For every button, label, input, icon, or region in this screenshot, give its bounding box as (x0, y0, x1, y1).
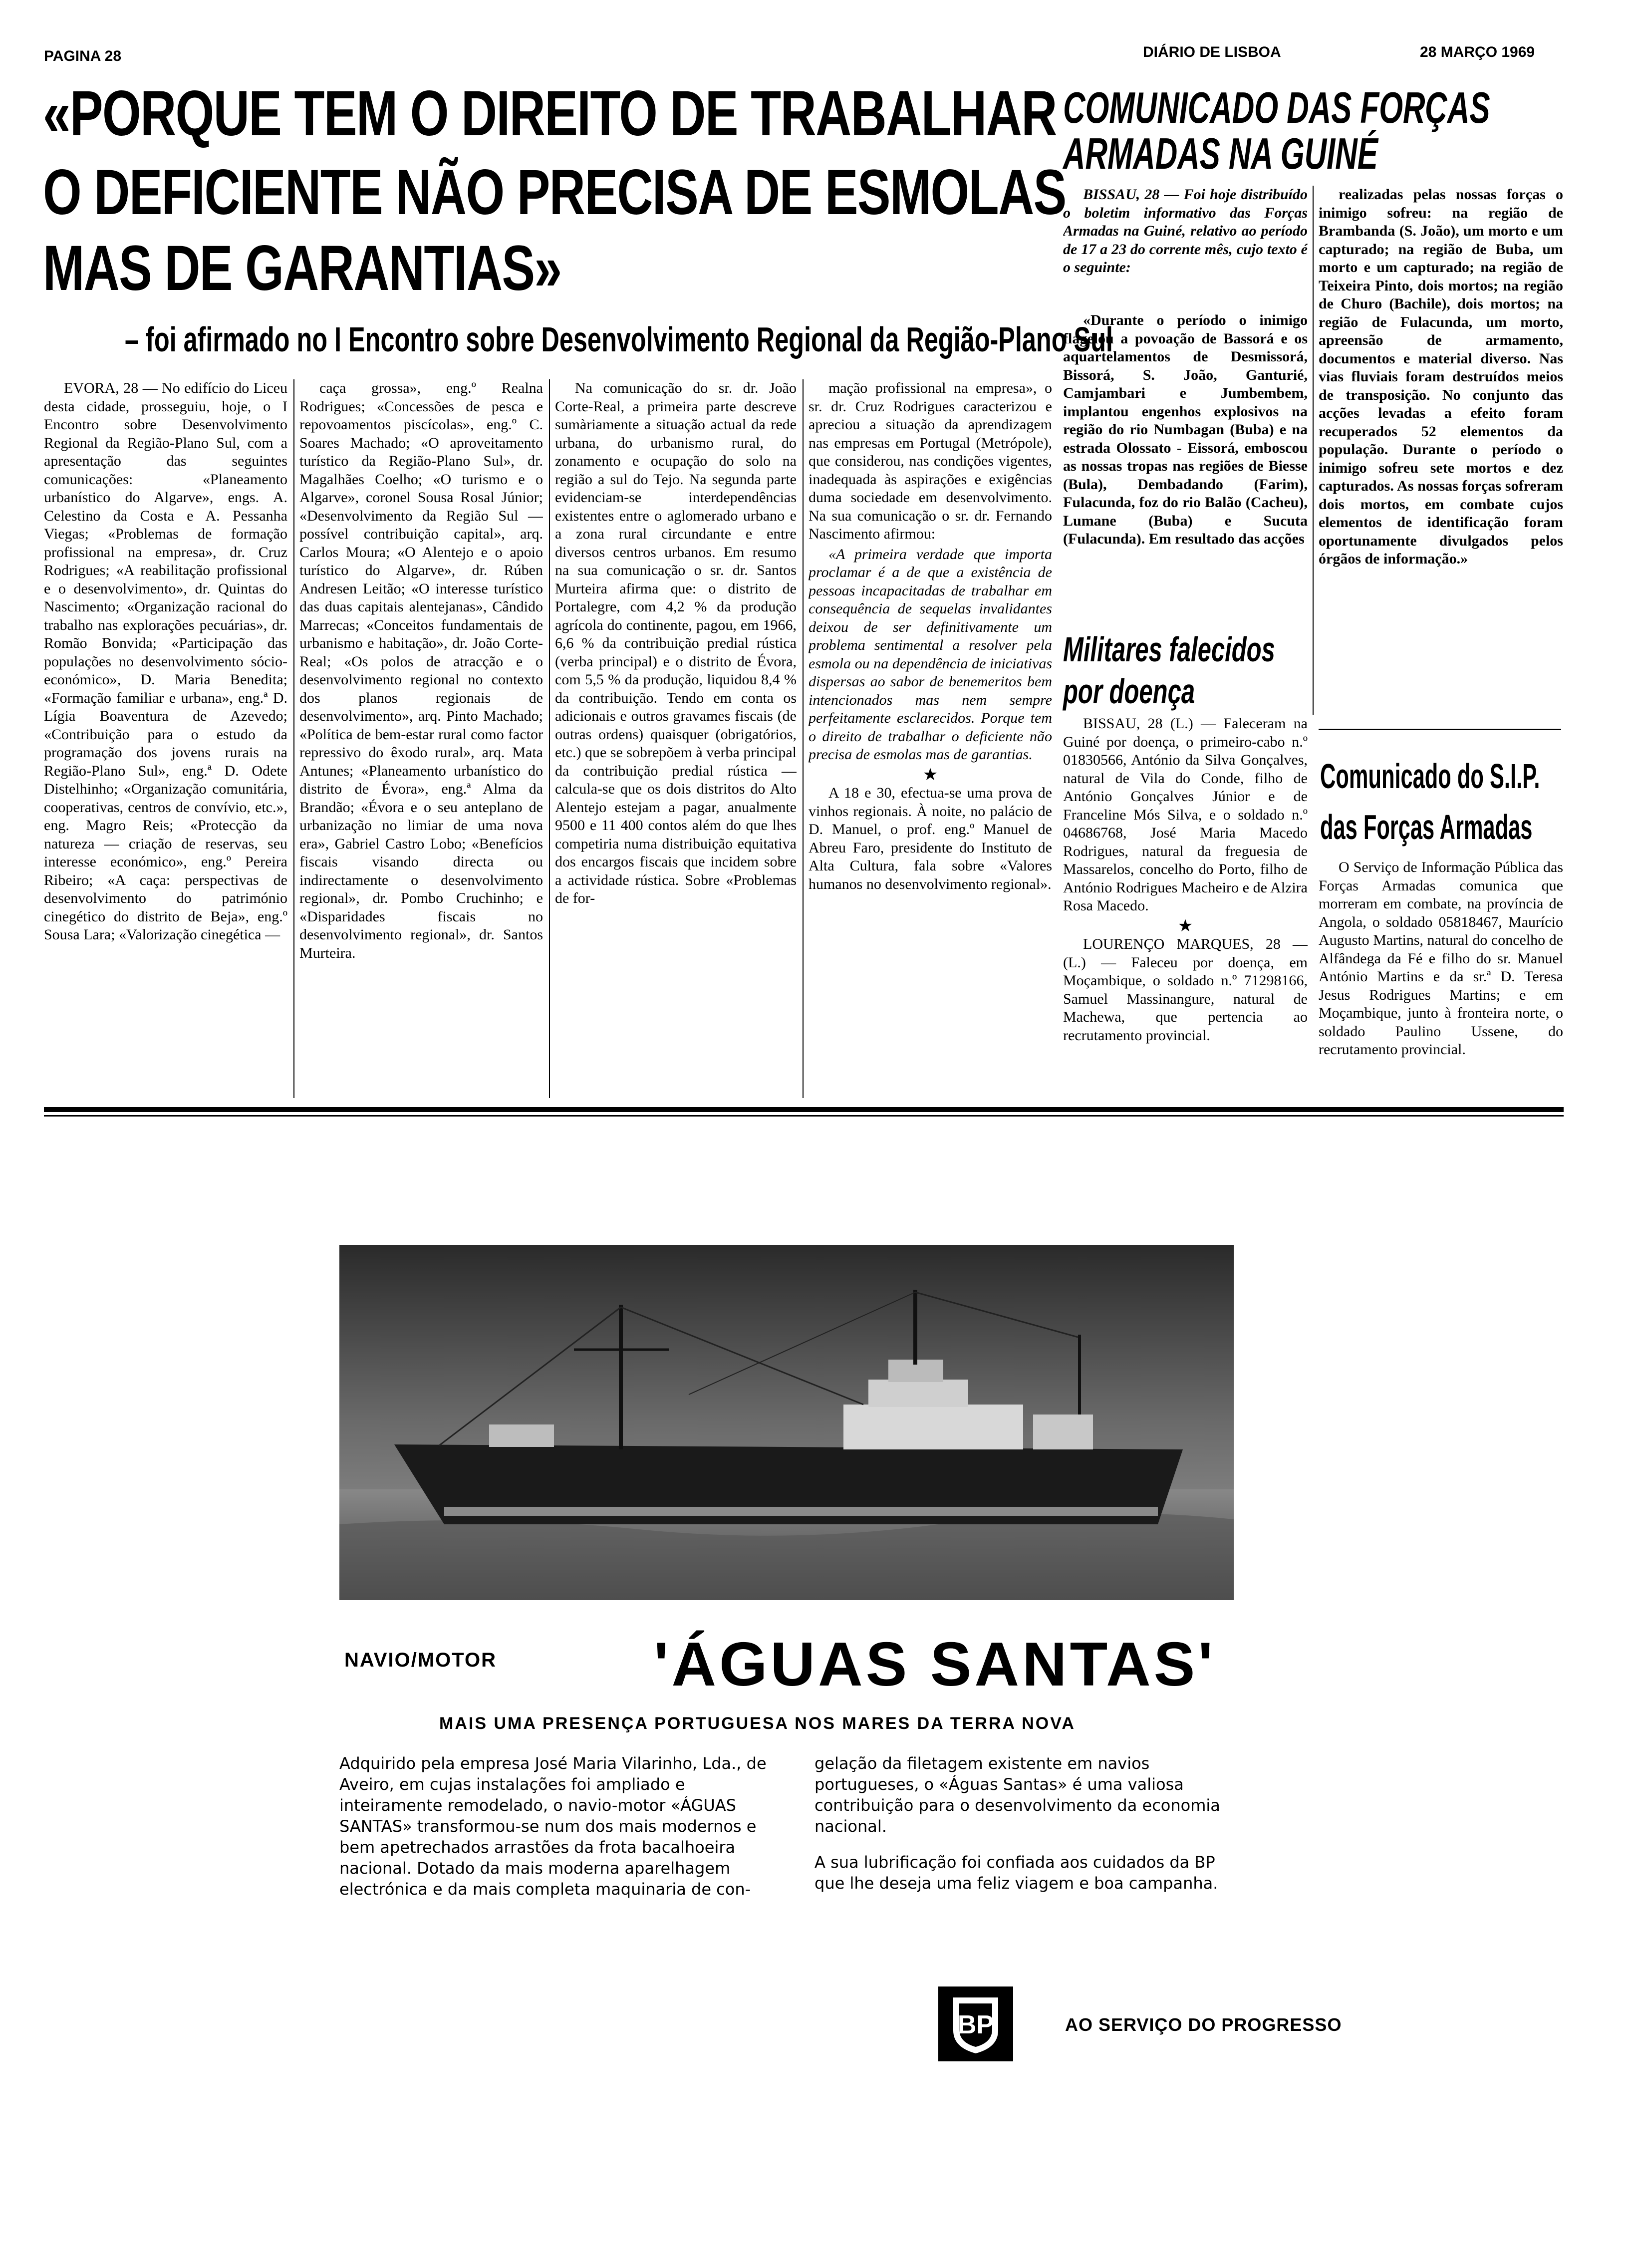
ad-vessel-name: 'ÁGUAS SANTAS' (654, 1630, 1216, 1699)
ship-illustration (339, 1245, 1234, 1600)
article-column-1 (44, 379, 287, 1098)
sip-title-line-2: das Forças Armadas (1320, 808, 1533, 847)
star-separator: ★ (1177, 916, 1193, 935)
sip-title-line-1: Comunicado do S.I.P. (1320, 757, 1540, 796)
guine-intro-text: BISSAU, 28 — Foi hoje distribuído o boletim informativo das Forças Armadas na Guiné, relativo ao período de 17 a 23 do corrente mês, cujo texto é o seguinte: (1063, 186, 1308, 276)
article-column-2 (299, 379, 543, 1098)
page-rule-thin (44, 1115, 1564, 1117)
star-separator: ★ (922, 765, 938, 784)
column-divider (803, 379, 804, 1098)
subheadline: – foi afirmado no I Encontro sobre Desenvolvimento Regional da Região-Plano Sul (125, 320, 1113, 359)
guine-intro (1063, 186, 1308, 310)
article-paragraph: caça grossa», eng.º Realna Rodrigues; «Concessões de pesca e repovoamentos piscícolas», eng.º C. Soares Machado; «O aproveitamento turístico da Região-Plano Sul», dr. Magalhães Coelho; «O turismo e o Algarve», coronel Sousa Rosal Júnior; «Desenvolvimento da Região Sul — possível contribuição capital», arq. Carlos Moura; «O Alentejo e o apoio turístico do Algarve», dr. Rúben Andresen Leitão; «O interesse turístico das duas capitais alentejanas», Cândido Marrecas; «Conceitos fundamentais de urbanismo e habitação», dr. João Corte-Real; «Os polos de atracção e o desenvolvimento regional no contexto dos planos regionais de desenvolvimento», arq. Pinto Machado; «Política de bem-estar rural como factor repressivo do êxodo rural», arq. Mata Antunes; «Planeamento urbanístico do distrito de Évora», eng.ª Alma da Brandão; «Évora e o seu anteplano de urbanização no limiar de uma nova era», Gabriel Castro Lobo; «Benefícios fiscais visando directa ou indirectamente o desenvolvimento regional», dr. Pombo Cruchinho; e «Disparidades fiscais no desenvolvimento regional», dr. Santos Murteira. (299, 380, 543, 961)
sip-paragraph: O Serviço de Informação Pública das Forças Armadas comunica que morreram em combate, na província de Angola, o soldado 05818467, Maurício Augusto Martins, natural do concelho de Alfândega da Fé e filho do sr. Manuel António Martins e da sr.ª D. Teresa Jesus Rodrigues Martins; e em Moçambique, junto à fronteira norte, o soldado Paulino Ussene, do recrutamento provincial. (1319, 859, 1563, 1058)
article-paragraph: EVORA, 28 — No edifício do Liceu desta cidade, prosseguiu, hoje, o I Encontro sobre Desenvolvimento Regional da Região-Plano Sul, com a apresentação das seguintes comunicações: «Planeamento urbanístico do Algarve», engs. A. Celestino da Costa e A. Pessanha Viegas; «Problemas de formação profissional na empresa», dr. Cruz Rodrigues; «A reabilitação profissional e o desenvolvimento», dr. Quintas do Nascimento; «Organização racional do trabalho nas explorações pecuárias», dr. Romão Bonvida; «Participação das populações no desenvolvimento sócio-económico», D. Maria Benedita; «Formação familiar e urbana», eng.ª D. Lígia Boaventura de Azevedo; «Contribuição para o estudo da programação dos jovens rurais na Região-Plano Sul», eng.ª D. Odete Distelhinho; «Organização comunitária, cooperativas, centros de convívio, etc.», eng. Magro Reis; «Protecção da natureza — criação de reservas, seu interesse económico», eng.º Pereira Ribeiro; «A caça: perspectivas de desenvolvimento do património cinegético do distrito de Beja», eng.º Sousa Lara; «Valorização cinegética — (44, 380, 287, 943)
bp-logo (938, 1986, 1013, 2061)
headline-line-1: «PORQUE TEM O DIREITO DE TRABALHAR (43, 78, 1057, 149)
guine-paragraph: «Durante o período o inimigo flagelou a povoação de Bassorá e os aquartelamentos de Desmissorá, Bissorá, S. João, Ganturié, Camjambari e Jumbembem, implantou engenhos explosivos na região do rio Numbagan (Buba) e na estrada Olossato - Eissorá, emboscou as nossas tropas nas regiões de Biesse (Bula), Dembadando (Farim), Fulacunda, foz do rio Balão (Cacheu), Lumane (Buba) e Sucuta (Fulacunda). Em resultado das acções (1063, 312, 1308, 547)
article-paragraph: A 18 e 30, efectua-se uma prova de vinhos regionais. À noite, no palácio de D. Manuel, o prof. eng.º Manuel de Abreu Faro, presidente do Instituto de Alta Cultura, fala sobre «Valores humanos no desenvolvimento regional». (809, 785, 1052, 892)
bp-logo-text: BP (957, 2010, 994, 2039)
guine-title-line-2: ARMADAS NA GUINÉ (1063, 129, 1378, 178)
newspaper-name: DIÁRIO DE LISBOA (1143, 44, 1281, 60)
article-column-4 (809, 379, 1052, 1098)
article-paragraph: Na comunicação do sr. dr. João Corte-Real, a primeira parte descreve sumàriamente a situação actual da rede urbana, do urbanismo rural, do zonamento e ocupação do solo na região a sul do Tejo. Na segunda parte evidenciam-se interdependências existentes entre o aglomerado urbano e a zona rural circundante e entre diversos centros urbanos. Em resumo na sua comunicação o sr. dr. Santos Murteira afirma que: o distrito de Portalegre, com 4,2 % da produção agrícola do continente, pagou, em 1966, 6,6 % da contribuição predial rústica (verba principal) e o distrito de Évora, com 5,5 % da produção, liquidou 8,4 % da contribuição. Tendo em conta os adicionais e outros gravames fiscais (de outras ordens) quaisquer (obrigatórios, etc.) que se sobrepõem à verba principal da contribuição predial rústica — calcula-se que os dois distritos do Alto Alentejo estejam a pagar, anualmente 9500 e 11 400 contos além do que lhes competiria numa distribuição equitativa dos encargos fiscais que incidem sobre a actividade rústica. Sobre «Problemas de for- (555, 380, 797, 906)
militares-column (1063, 715, 1308, 1098)
bp-shield-icon (938, 1986, 1013, 2061)
guine-column-2 (1319, 186, 1563, 715)
article-paragraph: mação profissional na empresa», o sr. dr. Cruz Rodrigues caracterizou e apreciou a situação da aprendizagem nas empresas em Portugal (Metrópole), que considerou, nas condições vigentes, inadequada às aspirações e exigências duma sociedade em desenvolvimento. Na sua comunicação o sr. dr. Fernando Nascimento afirmou: (809, 380, 1052, 542)
ad-text-left (339, 1753, 779, 1915)
headline-line-3: MAS DE GARANTIAS» (43, 233, 561, 304)
section-rule (1319, 729, 1561, 730)
headline-line-2: O DEFICIENTE NÃO PRECISA DE ESMOLAS (43, 157, 1066, 228)
column-divider (549, 379, 550, 1098)
militares-paragraph: BISSAU, 28 (L.) — Faleceram na Guiné por doença, o primeiro-cabo n.º 01830566, António da Silva Gonçalves, natural de Vila do Conde, filho de António Gonçalves Júnior e de Franceline Mós Silva, e o soldado n.º 04686768, José Maria Macedo Rodrigues, natural da freguesia de Massarelos, concelho do Porto, filho de António Rodrigues Macheiro e de Alzira Rosa Macedo. (1063, 715, 1308, 914)
sip-column (1319, 858, 1563, 1098)
article-quote: «A primeira verdade que importa proclamar é a de que a existência de pessoas incapacitadas de trabalhar em consequência de sequelas invalidantes deixou de ser definitivamente um problema sentimental a resolver pela esmola ou na dependência de iniciativas dispersas ao sabor de benemeritos bem intencionados mas nem sempre perfeitamente esclarecidos. Porque tem o direito de trabalhar o deficiente não precisa de esmolas mas de garantias. (809, 546, 1052, 763)
guine-paragraph: realizadas pelas nossas forças o inimigo sofreu: na região de Brambanda (S. João), um morto e um capturado; na região de Buba, um morto e um capturado; na região de Teixeira Pinto, dois mortos; na região de Churo (Bachile), dois mortos; na região de Fulacunda, um morto, apreensão de armamento, documentos e material diverso. Nas vias fluviais foram destruídos meios de transposição. No conjunto das acções levadas a efeito foram recuperados 52 elementos da população. Durante o período o inimigo sofreu sete mortos e dez capturados. As nossas forças sofreram dois mortos, em combate cujos elementos de identificação foram oportunamente divulgados pelos órgãos de informação.» (1319, 186, 1563, 567)
ship-photo (339, 1245, 1234, 1600)
column-divider (293, 379, 294, 1098)
column-divider (1313, 186, 1314, 715)
issue-date: 28 MARÇO 1969 (1420, 44, 1535, 60)
militares-title-line-2: por doença (1063, 672, 1195, 711)
page-number: PAGINA 28 (44, 48, 122, 64)
ad-paragraph: A sua lubrificação foi confiada aos cuidados da BP que lhe deseja uma feliz viagem e boa campanha. (815, 1853, 1218, 1893)
ad-paragraph: gelação da filetagem existente em navios portugueses, o «Águas Santas» é uma valiosa contribuição para o desenvolvimento da economia nacional. (815, 1754, 1220, 1836)
militares-title-line-1: Militares falecidos (1063, 630, 1275, 669)
ad-vessel-type: NAVIO/MOTOR (344, 1649, 497, 1671)
bp-slogan: AO SERVIÇO DO PROGRESSO (1065, 2014, 1342, 2035)
ad-tagline: MAIS UMA PRESENÇA PORTUGUESA NOS MARES DA TERRA NOVA (439, 1714, 1076, 1733)
ad-paragraph: Adquirido pela empresa José Maria Vilarinho, Lda., de Aveiro, em cujas instalações foi ampliado e inteiramente remodelado, o navio-motor «ÁGUAS SANTAS» transformou-se num dos mais modernos e bem apetrechados arrastões da frota bacalhoeira nacional. Dotado da mais moderna aparelhagem electrónica e da mais completa maquinaria de con- (339, 1754, 767, 1899)
page-rule-thick (44, 1107, 1564, 1112)
ad-text-right (815, 1753, 1244, 1909)
militares-paragraph: LOURENÇO MARQUES, 28 — (L.) — Faleceu por doença, em Moçambique, o soldado n.º 71298166, Samuel Massinangure, natural de Machewa, que pertencia ao recrutamento provincial. (1063, 936, 1308, 1044)
guine-title-line-1: COMUNICADO DAS FORÇAS (1063, 83, 1490, 132)
article-column-3 (555, 379, 797, 1098)
guine-column-1 (1063, 311, 1308, 621)
